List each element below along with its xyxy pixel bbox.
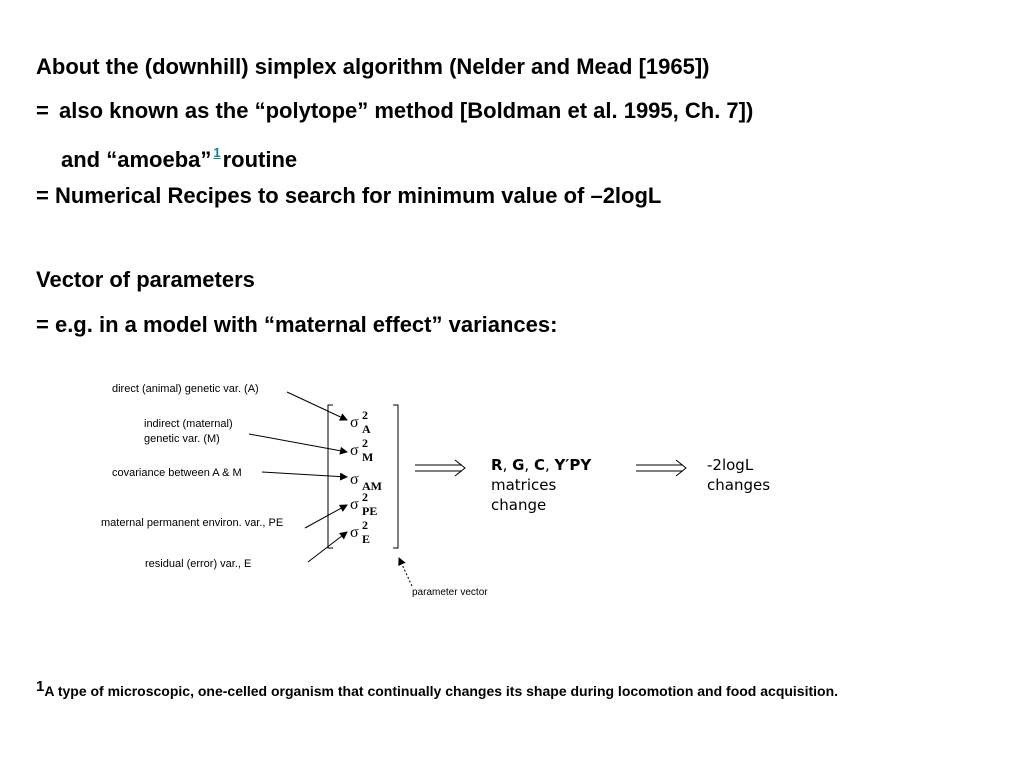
result-line-1: -2logL [707,456,754,474]
result-block [707,455,770,495]
label-indirect-2: genetic var. (M) [144,433,220,445]
routine-text: routine [222,147,298,172]
sigma-am: σ AM [350,471,382,493]
sigma-pe-squared: σ 2 PE [350,490,378,518]
equals-sign: = [36,98,49,123]
heading-line-4: = Numerical Recipes to search for minimum value of –2logL [36,183,662,208]
footnote-number: 1 [36,678,45,695]
result-line-2: changes [707,476,771,494]
arrow-param-vector [399,558,412,586]
sigma-e-squared: σ 2 E [350,518,371,546]
heading-line-1: About the (downhill) simplex algorithm (Nelder and Mead [1965]) [36,54,710,79]
matrices-line-3: change [491,496,547,514]
footnote-ref-link[interactable]: 1 [213,145,221,160]
label-residual: residual (error) var., E [145,558,252,570]
label-direct-genetic: direct (animal) genetic var. (A) [112,383,259,395]
sigma-a-squared: σ 2 A [350,408,371,436]
label-indirect-1: indirect (maternal) [144,418,233,430]
heading-line-5: Vector of parameters [36,267,255,292]
amoeba-text: and “amoeba” [61,147,212,172]
arrow-indirect [249,434,347,452]
sigma-m-squared: σ 2 M [350,436,374,464]
heading-line-6: = e.g. in a model with “maternal effect” variances: [36,312,558,337]
double-arrow-head-2 [676,460,686,476]
arrow-permanent [305,505,347,528]
matrices-block [491,455,591,515]
matrices-line-1: R, G, C, Y′PY [491,456,592,474]
label-permanent-env: maternal permanent environ. var., PE [101,517,284,529]
footnote [36,678,838,699]
label-parameter-vector: parameter vector [412,587,488,598]
double-arrow-head-1 [455,460,465,476]
matrices-line-2: matrices [491,476,557,494]
footnote-text: A type of microscopic, one-celled organism that continually changes its shape during locomotion and food acquisition. [44,683,839,699]
label-covariance: covariance between A & M [112,467,242,479]
arrow-direct [287,392,347,420]
arrow-covariance [262,472,347,477]
polytope-text: also known as the “polytope” method [Boldman et al. 1995, Ch. 7]) [58,98,754,123]
bracket-right [393,405,398,548]
